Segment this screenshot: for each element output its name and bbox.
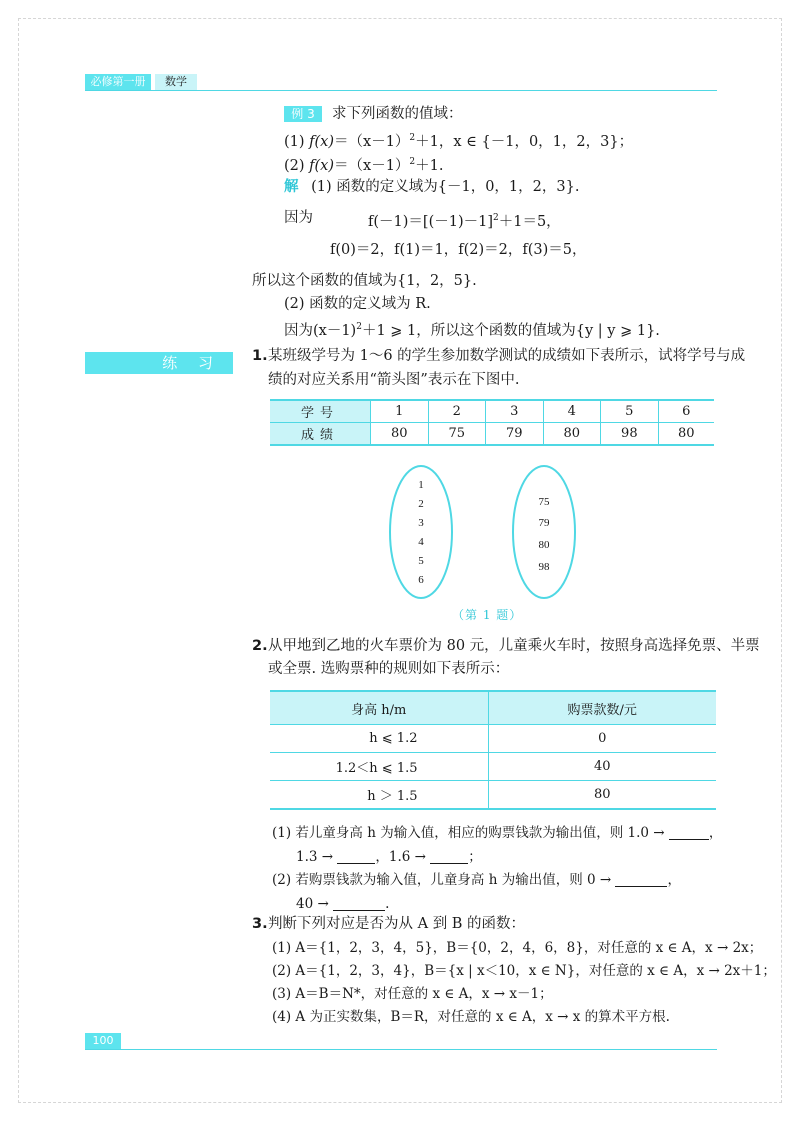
id-cell: 1 — [371, 400, 429, 423]
height-column-header: 身高 h/m — [270, 691, 488, 725]
part1-label: (1) — [284, 134, 305, 150]
figure-caption: （第 1 题） — [452, 608, 523, 622]
solution-part1: (1) 函数的定义域为{－1，0，1，2，3}. — [311, 179, 580, 195]
part2-f: f(x) — [309, 158, 335, 174]
answer-blank[interactable] — [669, 825, 709, 840]
q1-line2: 绩的对应关系用“箭头图”表示在下图中. — [268, 372, 520, 388]
part2-exp: 2 — [409, 157, 416, 167]
price-cell: 80 — [488, 781, 716, 810]
conclusion1: 所以这个函数的值域为{1，2，5}. — [252, 273, 477, 289]
part2-expr: ＝（x－1） — [334, 158, 410, 174]
example-part1 — [284, 128, 633, 152]
table-row — [270, 725, 716, 753]
q3-item: (1) A＝{1，2，3，4，5}，B＝{0，2，4，6，8}，对任意的 x ∈ A，x → 2x； — [272, 940, 763, 956]
sol2b-c: ＋1 ⩾ 1，所以这个函数的值域为{y | y ⩾ 1}. — [361, 323, 660, 339]
right-set-ellipse — [513, 466, 575, 598]
score-cell: 98 — [601, 423, 659, 446]
comma: ， — [708, 825, 723, 841]
part1-expr: ＝（x－1） — [334, 134, 410, 150]
practice-banner: 练 习 — [85, 352, 233, 374]
example-tag: 例 3 — [284, 106, 322, 122]
q1-number: 1. — [252, 348, 268, 364]
height-cell: h ⩽ 1.2 — [270, 725, 488, 753]
q2-sub2-line1 — [272, 870, 681, 890]
example-prompt: 求下列函数的值域： — [332, 106, 463, 122]
part1-f: f(x) — [309, 134, 335, 150]
id-cell: 4 — [543, 400, 601, 423]
solution-line1 — [284, 177, 579, 197]
table-row — [270, 400, 714, 423]
comma: ， — [667, 872, 681, 888]
answer-blank[interactable] — [333, 896, 385, 911]
q3-item: (4) A 为正实数集，B＝R，对任意的 x ∈ A，x → x 的算术平方根. — [272, 1009, 670, 1025]
period: . — [385, 896, 390, 912]
left-set-item: 6 — [418, 574, 424, 586]
q2-line2: 或全票. 选购票种的规则如下表所示： — [268, 661, 510, 677]
left-set-item: 1 — [418, 479, 424, 491]
answer-blank[interactable] — [430, 849, 468, 864]
price-column-header: 购票款数/元 — [488, 691, 716, 725]
example-part2 — [284, 152, 444, 176]
calc-line2: f(0)＝2，f(1)＝1，f(2)＝2，f(3)＝5， — [330, 242, 587, 258]
calc1-a: f(－1)＝[(－1)－1] — [368, 214, 493, 230]
right-set-item: 79 — [538, 517, 550, 529]
ticket-table — [270, 690, 716, 810]
table-row — [270, 781, 716, 810]
row-header-score: 成绩 — [270, 423, 371, 446]
q2-sub2-line2 — [296, 894, 389, 914]
left-set-item: 4 — [418, 536, 424, 548]
calc-line1 — [368, 208, 561, 232]
table-row — [270, 423, 714, 446]
arrow-diagram — [380, 462, 580, 602]
solution-word: 解 — [284, 178, 299, 195]
sol2b-exp: 2 — [356, 322, 362, 332]
part1-rest: ＋1，x ∈ {－1，0，1，2，3}； — [415, 134, 634, 150]
price-cell: 40 — [488, 753, 716, 781]
part1-exp: 2 — [409, 133, 416, 143]
id-cell: 2 — [428, 400, 486, 423]
left-set-item: 2 — [418, 498, 424, 510]
right-set-item: 80 — [538, 539, 550, 551]
price-cell: 0 — [488, 725, 716, 753]
id-cell: 6 — [658, 400, 714, 423]
q2-line1: 从甲地到乙地的火车票价为 80 元，儿童乘火车时，按照身高选择免票、半票 — [268, 638, 760, 654]
subject-tag: 数学 — [155, 74, 197, 90]
header-rule — [85, 90, 717, 91]
solution-part2: (2) 函数的定义域为 R. — [284, 296, 431, 312]
score-cell: 80 — [371, 423, 429, 446]
q2-sub1-line1 — [272, 823, 722, 843]
score-cell: 80 — [543, 423, 601, 446]
solution-part2-b — [284, 317, 660, 341]
row-header-id: 学号 — [270, 400, 371, 423]
height-cell: 1.2＜h ⩽ 1.5 — [270, 753, 488, 781]
score-cell: 80 — [658, 423, 714, 446]
left-set-item: 5 — [418, 555, 424, 567]
id-cell: 3 — [486, 400, 544, 423]
answer-blank[interactable] — [337, 849, 375, 864]
part2-label: (2) — [284, 158, 305, 174]
part2-rest: ＋1. — [415, 158, 444, 174]
sub1-b3: ； — [468, 849, 482, 865]
sub1-b1: 1.3 → — [296, 849, 334, 865]
q3-item: (2) A＝{1，2，3，4}，B＝{x | x＜10，x ∈ N}，对任意的 x ∈ A，x → 2x＋1； — [272, 963, 776, 979]
sub2-b: 40 → — [296, 896, 329, 912]
page-number: 100 — [85, 1033, 121, 1049]
sub2-text: (2) 若购票钱款为输入值，儿童身高 h 为输出值，则 0 → — [272, 872, 612, 888]
score-cell: 79 — [486, 423, 544, 446]
calc1-b: ＋1＝5， — [498, 214, 561, 230]
answer-blank[interactable] — [615, 872, 667, 887]
sub1-b2: ，1.6 → — [375, 849, 426, 865]
q2-number: 2. — [252, 638, 268, 654]
q3-item: (3) A＝B＝N*，对任意的 x ∈ A，x → x－1； — [272, 986, 553, 1002]
q3-number: 3. — [252, 916, 268, 932]
q1-line1: 某班级学号为 1～6 的学生参加数学测试的成绩如下表所示，试将学号与成 — [268, 348, 746, 364]
sol2b-a: 因为(x－1) — [284, 323, 357, 339]
book-tag: 必修第一册 — [85, 74, 151, 90]
right-set-item: 98 — [538, 561, 550, 573]
height-cell: h ＞ 1.5 — [270, 781, 488, 810]
q3-prompt: 判断下列对应是否为从 A 到 B 的函数： — [268, 916, 526, 932]
id-cell: 5 — [601, 400, 659, 423]
left-set-item: 3 — [418, 517, 424, 529]
because-label: 因为 — [284, 210, 313, 226]
table-row — [270, 753, 716, 781]
calc1-exp: 2 — [492, 213, 499, 223]
table-row — [270, 691, 716, 725]
right-set-item: 75 — [538, 496, 550, 508]
score-cell: 75 — [428, 423, 486, 446]
score-table — [270, 399, 714, 446]
footer-rule — [85, 1049, 717, 1050]
q2-sub1-line2 — [296, 847, 482, 867]
sub1-text: (1) 若儿童身高 h 为输入值，相应的购票钱款为输出值，则 1.0 → — [272, 825, 665, 841]
